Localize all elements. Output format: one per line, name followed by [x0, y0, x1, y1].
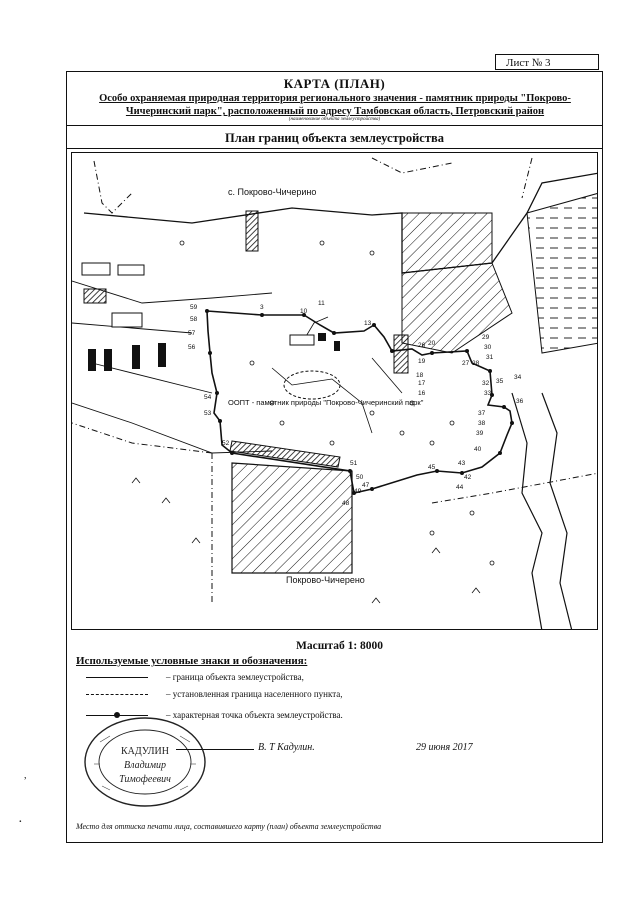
point-label: 40: [474, 446, 482, 453]
hatched-column: [394, 335, 408, 373]
point-label: 43: [458, 460, 466, 467]
subtitle-line-2: Чичеринский парк", расположенный по адресу Тамбовская область, Петровский район: [125, 106, 545, 117]
interior-building: [334, 341, 340, 351]
village-label-bottom: Покрово-Чичерено: [286, 575, 365, 585]
point-label: 48: [342, 500, 350, 507]
point-label: 33: [484, 390, 492, 397]
point-label: 39: [476, 430, 484, 437]
point-label: 32: [482, 380, 490, 387]
point-label: 19: [418, 358, 426, 365]
point-label: 31: [486, 354, 494, 361]
point-label: 44: [456, 484, 464, 491]
stamp-name-line-1: КАДУЛИН: [120, 746, 170, 757]
settlement-boundary-north: [94, 158, 532, 213]
road-network: [72, 281, 272, 453]
interior-building: [318, 333, 326, 341]
hatched-area-east: [402, 263, 512, 353]
stamp-place-caption: Место для оттиска печати лица, составившего карту (план) объекта землеустройства: [76, 822, 382, 831]
legend-symbol-solid-line: [86, 677, 148, 678]
margin-dot: ·: [18, 815, 23, 830]
point-label: 36: [516, 398, 524, 405]
point-label: 50: [356, 474, 364, 481]
building: [158, 343, 166, 367]
hatched-strip: [230, 441, 340, 467]
village-label-top: с. Покрово-Чичерино: [228, 187, 317, 197]
river: [512, 393, 542, 630]
point-label: 56: [188, 344, 196, 351]
header-divider: [66, 125, 603, 126]
official-stamp: [80, 712, 210, 817]
point-label: 30: [484, 344, 492, 351]
point-label: 47: [362, 482, 370, 489]
signer-name: В. Т Кадулин.: [258, 742, 315, 753]
legend-text: – установленная граница населенного пункта,: [166, 689, 343, 699]
plan-title-divider: [66, 148, 603, 149]
point-label: 58: [190, 316, 198, 323]
margin-mark: ,: [24, 770, 27, 781]
building: [112, 313, 142, 327]
plan-title: План границ объекта землеустройства: [225, 131, 444, 145]
building: [88, 349, 96, 371]
point-label: 13: [364, 320, 372, 327]
point-label: 20: [428, 340, 436, 347]
point-label: 42: [464, 474, 472, 481]
point-label: 11: [318, 300, 325, 307]
signature-date: 29 июня 2017: [416, 742, 473, 753]
point-label: 16: [418, 390, 426, 397]
stamp-name-line-2: Владимир: [123, 760, 167, 771]
legend-title: Используемые условные знаки и обозначения:: [76, 655, 308, 667]
point-label: 54: [204, 394, 212, 401]
subtitle-line-1: Особо охраняемая природная территория регионального значения - памятник природы "Покрово-: [99, 93, 571, 104]
point-label: 53: [204, 410, 212, 417]
point-label: 38: [478, 420, 486, 427]
subtitle-note: (наименование объекта землеустройства): [288, 117, 381, 122]
sheet-number: Лист № 3: [495, 54, 599, 70]
map-scale: Масштаб 1: 8000: [296, 640, 384, 652]
building: [82, 263, 110, 275]
building: [104, 349, 112, 371]
building: [132, 345, 140, 369]
point-label: 27: [462, 360, 470, 367]
interior-building: [290, 335, 314, 345]
point-label: 3: [260, 304, 264, 311]
legend-symbol-dashed-line: [86, 694, 148, 695]
document-title: КАРТА (ПЛАН): [283, 76, 386, 91]
point-label: 34: [514, 374, 522, 381]
point-label: 10: [300, 308, 308, 315]
point-label: 57: [188, 330, 196, 337]
point-label: 51: [350, 460, 358, 467]
hatched-column-north: [246, 211, 258, 251]
hatched-area-south: [232, 463, 352, 573]
point-label: 49: [354, 488, 362, 495]
building: [118, 265, 144, 275]
point-label: 45: [428, 464, 436, 471]
document-subtitle: [70, 92, 600, 118]
hatched-area-far-east: [527, 193, 598, 353]
point-label: 35: [496, 378, 504, 385]
village-outline: [84, 173, 598, 273]
legend-text: – характерная точка объекта землеустройства.: [166, 710, 343, 720]
object-label: ООПТ - памятник природы "Покрово-Чичеринский парк": [228, 398, 424, 407]
building: [84, 289, 106, 303]
point-label: 28: [472, 360, 480, 367]
point-label: 52: [222, 440, 230, 447]
point-label: 37: [478, 410, 486, 417]
point-label: 59: [190, 304, 198, 311]
map-drawing: [72, 153, 598, 630]
point-label: 18: [416, 372, 424, 379]
point-label: 29: [482, 334, 490, 341]
point-label: 26: [418, 342, 426, 349]
stamp-name-line-3: Тимофеевич: [119, 774, 171, 785]
legend-text: – граница объекта землеустройства,: [166, 672, 304, 682]
river-bank: [542, 393, 572, 630]
signature-line: [176, 749, 254, 750]
point-label: 17: [418, 380, 426, 387]
boundary-map: [71, 152, 598, 630]
